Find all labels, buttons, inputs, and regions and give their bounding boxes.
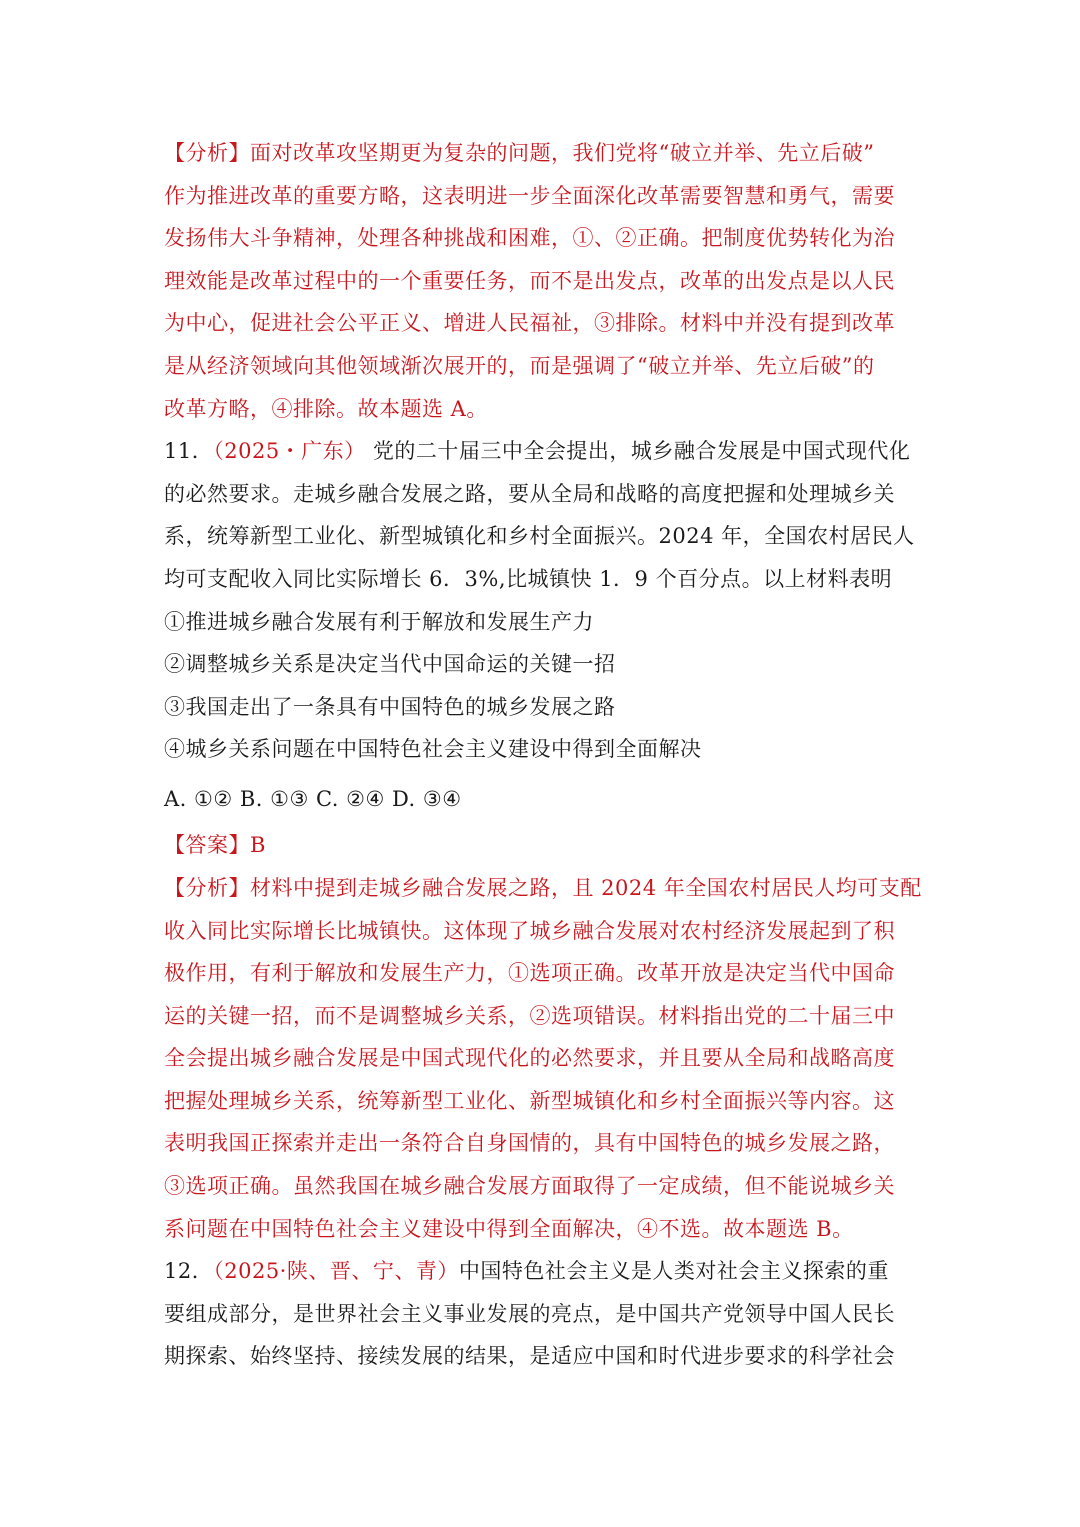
analysis-label: 【分析】 [164, 141, 250, 165]
analysis-paragraph-line: 极作用，有利于解放和发展生产力，①选项正确。改革开放是决定当代中国命 [164, 961, 895, 986]
question-source: （2025・广东） [213, 439, 366, 464]
analysis-paragraph-line: ③选项正确。虽然我国在城乡融合发展方面取得了一定成绩，但不能说城乡关 [164, 1174, 895, 1199]
analysis-text: 材料中提到走城乡融合发展之路，且 2024 年全国农村居民人均可支配 [250, 875, 922, 900]
question-stem-text: 中国特色社会主义是人类对社会主义探索的重 [458, 1259, 889, 1284]
answer-line [164, 823, 916, 869]
analysis-label: 【分析】 [164, 875, 250, 900]
analysis-paragraph-line: 把握处理城乡关系，统筹新型工业化、新型城镇化和乡村全面振兴等内容。这 [164, 1088, 895, 1113]
question-11-stem-line: 均可支配收入同比实际增长 6．3%,比城镇快 1．9 个百分点。以上材料表明 [164, 566, 893, 591]
analysis-paragraph-line: 系问题在中国特色社会主义建设中得到全面解决，④不选。故本题选 B。 [164, 1216, 854, 1241]
question-11-stem-line: 系，统筹新型工业化、新型城镇化和乡村全面振兴。2024 年，全国农村居民人 [164, 524, 915, 549]
analysis-text: 面对改革攻坚期更为复杂的问题，我们党将“破立并举、先立后破” [250, 141, 875, 165]
answer-label: 【答案】 [164, 832, 250, 857]
analysis-paragraph-line: 是从经济领域向其他领域渐次展开的，而是强调了“破立并举、先立后破”的 [164, 353, 875, 378]
analysis-paragraph-line: 发扬伟大斗争精神，处理各种挑战和困难，①、②正确。把制度优势转化为治 [164, 226, 895, 251]
question-12-stem-line: 期探索、始终坚持、接续发展的结果，是适应中国和时代进步要求的科学社会 [164, 1344, 895, 1369]
question-11-stem-line: 的必然要求。走城乡融合发展之路，要从全局和战略的高度把握和处理城乡关 [164, 481, 895, 506]
analysis-paragraph-line [164, 869, 922, 912]
analysis-paragraph-line [164, 134, 916, 177]
question-12-stem-line [164, 1252, 916, 1295]
analysis-paragraph-line: 收入同比实际增长比城镇快。这体现了城乡融合发展对农村经济发展起到了积 [164, 918, 895, 943]
question-source: （2025·陕、晋、宁、青） [213, 1259, 459, 1284]
question-number: 12． [164, 1259, 214, 1284]
statement-2: ②调整城乡关系是决定当代中国命运的关键一招 [164, 652, 616, 677]
statement-1: ①推进城乡融合发展有利于解放和发展生产力 [164, 609, 594, 634]
analysis-paragraph-line: 表明我国正探索并走出一条符合自身国情的，具有中国特色的城乡发展之路， [164, 1131, 895, 1156]
analysis-paragraph-line: 理效能是改革过程中的一个重要任务，而不是出发点，改革的出发点是以人民 [164, 268, 895, 293]
statement-4: ④城乡关系问题在中国特色社会主义建设中得到全面解决 [164, 737, 702, 762]
analysis-paragraph-line: 运的关键一招，而不是调整城乡关系，②选项错误。材料指出党的二十届三中 [164, 1003, 895, 1028]
analysis-paragraph-line: 改革方略，④排除。故本题选 A。 [164, 396, 488, 421]
statement-3: ③我国走出了一条具有中国特色的城乡发展之路 [164, 694, 616, 719]
answer-value: B [250, 832, 266, 857]
question-12-stem-line: 要组成部分，是世界社会主义事业发展的亮点，是中国共产党领导中国人民长 [164, 1301, 895, 1326]
question-11-stem-line [164, 432, 916, 475]
question-stem-text: 党的二十届三中全会提出，城乡融合发展是中国式现代化 [365, 439, 911, 464]
analysis-paragraph-line: 作为推进改革的重要方略，这表明进一步全面深化改革需要智慧和勇气，需要 [164, 183, 895, 208]
page-content [164, 134, 922, 1380]
answer-options: A. ①② B. ①③ C. ②④ D. ③④ [164, 786, 462, 811]
analysis-paragraph-line: 为中心，促进社会公平正义、增进人民福祉，③排除。材料中并没有提到改革 [164, 311, 895, 336]
analysis-paragraph-line: 全会提出城乡融合发展是中国式现代化的必然要求，并且要从全局和战略高度 [164, 1046, 895, 1071]
question-number: 11． [164, 439, 214, 464]
